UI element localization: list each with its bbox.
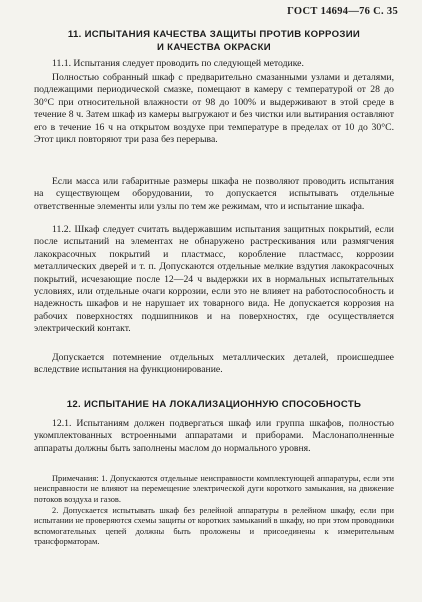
note-1: Примечания: 1. Допускаются отдельные неисправности комплектующей аппаратуры, если эти неисправности не влияют на перемещение электрической дуги короткого замыкания, на движение потоков воздуха и газов. bbox=[34, 474, 394, 504]
paragraph-11-2: 11.2. Шкаф следует считать выдержавшим испытания защитных покрытий, если после испытаний на элементах не обнаружено растрескивания или размягчения лакокрасочных покрытий и пластмасс, коробление пластмасс, коррозии металлических дверей и т. п. Допускаются отдельные мелкие вздутия лакокрасочных покрытий, исчезающие после 12—24 ч выдержки их в нормальных испытательных условиях, или отдельные очаги коррозии, если это не влияет на работоспособность и надежность шкафов и не нарушает их товарного вида. Не допускается коррозия на рабочих поверхностях подшипников и на поверхностях, где осуществляется электрический контакт. bbox=[34, 224, 394, 335]
paragraph-11-1-alt: Если масса или габаритные размеры шкафа не позволяют проводить испытания на существующем оборудовании, то допускается испытывать отдельные ответственные элементы или узлы по тем же режимам, что и испытание шкафа. bbox=[34, 176, 394, 212]
section-11-title bbox=[34, 28, 394, 54]
paragraph-11-1: 11.1. Испытания следует проводить по следующей методике. bbox=[52, 58, 304, 69]
paragraph-11-2-note: Допускается потемнение отдельных металлических деталей, происшедшее вследствие испытания на функционирование. bbox=[34, 352, 394, 376]
page-header: ГОСТ 14694—76 С. 35 bbox=[287, 6, 398, 17]
section-11-title-line1: 11. ИСПЫТАНИЯ КАЧЕСТВА ЗАЩИТЫ ПРОТИВ КОРРОЗИИ bbox=[67, 29, 361, 40]
note-2: 2. Допускается испытывать шкаф без релейной аппаратуры в релейном шкафу, если при испытании не проверяются схемы защиты от коротких замыканий в шкафу, но при этом проводники вспомогательных цепей должны быть проложены и присоединены к измерительным трансформаторам. bbox=[34, 506, 394, 547]
section-12-title: 12. ИСПЫТАНИЕ НА ЛОКАЛИЗАЦИОННУЮ СПОСОБНОСТЬ bbox=[66, 399, 362, 410]
paragraph-12-1: 12.1. Испытаниям должен подвергаться шкаф или группа шкафов, полностью укомплектованных встроенными аппаратами и приборами. Маслонаполненные аппараты должны быть заполнены маслом до нормального уровня. bbox=[34, 418, 394, 454]
section-11-title-line2: И КАЧЕСТВА ОКРАСКИ bbox=[157, 42, 271, 53]
paragraph-11-1-method: Полностью собранный шкаф с предварительно смазанными узлами и деталями, подлежащими периодической смазке, помещают в камеру с температурой от 28 до 30°С при относительной влажности от 98 до 100% и выдерживают в этой среде в течение 8 ч. Затем шкаф из камеры выгружают и без чистки или вытирания оставляют его в течение 16 ч на открытом воздухе при температуре в пределах от 10 до 30°С. Этот цикл повторяют три раза без перерыва. bbox=[34, 72, 394, 146]
